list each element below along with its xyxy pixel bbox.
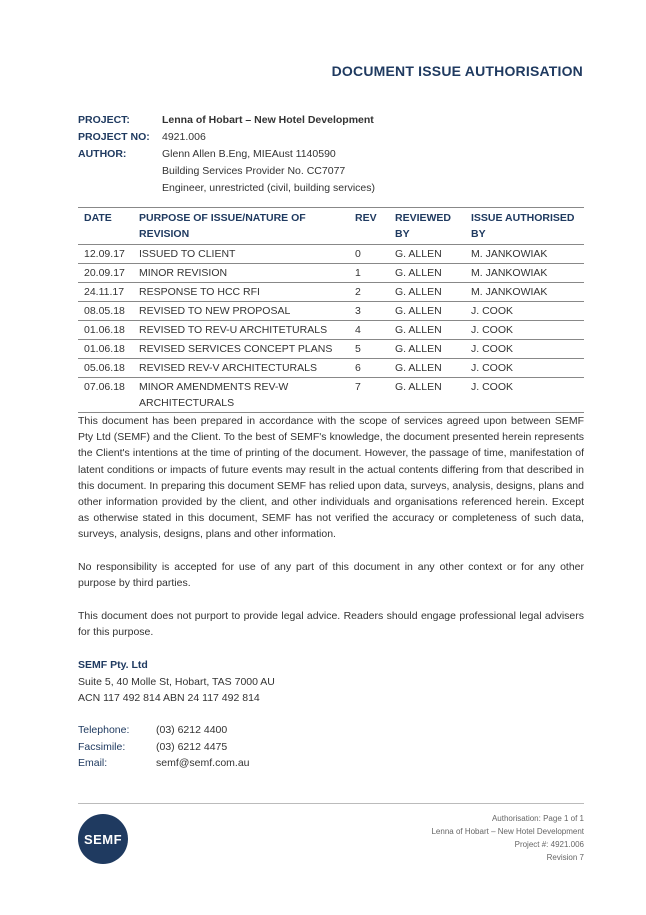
author-line: Engineer, unrestricted (civil, building services) bbox=[162, 182, 376, 194]
table-row bbox=[78, 340, 584, 359]
footer-revision: Revision 7 bbox=[546, 853, 584, 862]
cell-rev: 1 bbox=[349, 264, 389, 283]
footer-project-no: Project #: 4921.006 bbox=[514, 840, 584, 849]
email-row bbox=[78, 755, 250, 772]
cell-date: 01.06.18 bbox=[78, 321, 133, 340]
cell-authorised: J. COOK bbox=[465, 302, 584, 321]
cell-reviewed: G. ALLEN bbox=[389, 378, 465, 413]
author-row bbox=[78, 146, 375, 197]
cell-authorised: J. COOK bbox=[465, 378, 584, 413]
header-purpose: PURPOSE OF ISSUE/NATURE OF REVISION bbox=[133, 208, 349, 245]
cell-purpose: REVISED TO NEW PROPOSAL bbox=[133, 302, 349, 321]
cell-reviewed: G. ALLEN bbox=[389, 245, 465, 264]
cell-purpose: RESPONSE TO HCC RFI bbox=[133, 283, 349, 302]
cell-rev: 3 bbox=[349, 302, 389, 321]
cell-reviewed: G. ALLEN bbox=[389, 264, 465, 283]
cell-date: 08.05.18 bbox=[78, 302, 133, 321]
table-row bbox=[78, 245, 584, 264]
footer-page: Authorisation: Page 1 of 1 bbox=[491, 814, 584, 823]
facsimile-row bbox=[78, 739, 250, 756]
author-label: AUTHOR: bbox=[78, 148, 127, 160]
author-line: Building Services Provider No. CC7077 bbox=[162, 165, 346, 177]
email-link[interactable]: semf@semf.com.au bbox=[156, 757, 250, 769]
company-acn-abn: ACN 117 492 814 ABN 24 117 492 814 bbox=[78, 692, 260, 704]
cell-date: 20.09.17 bbox=[78, 264, 133, 283]
cell-purpose: REVISED TO REV-U ARCHITETURALS bbox=[133, 321, 349, 340]
cell-date: 07.06.18 bbox=[78, 378, 133, 413]
cell-reviewed: G. ALLEN bbox=[389, 321, 465, 340]
project-info bbox=[78, 112, 375, 197]
cell-rev: 4 bbox=[349, 321, 389, 340]
cell-reviewed: G. ALLEN bbox=[389, 283, 465, 302]
logo-text: SEMF bbox=[83, 831, 123, 847]
cell-date: 01.06.18 bbox=[78, 340, 133, 359]
disclaimer-paragraph: This document has been prepared in accordance with the scope of services agreed upon between SEMF Pty Ltd (SEMF) and the Client. To the best of SEMF's knowledge, the document presented herein represents the Client's intentions at the time of printing of the document. However, the passage of time, manifestation of latent conditions or impacts of future events may result in the actual contents differing from that described in this document. In preparing this document SEMF has relied upon data, surveys, analysis, designs, plans and other information provided by the client, and other individuals and organisations referenced herein. Except as otherwise stated in this document, SEMF has not verified the accuracy or completeness of such data, surveys, analysis, designs, plans and other information. bbox=[78, 415, 584, 541]
cell-rev: 5 bbox=[349, 340, 389, 359]
cell-rev: 7 bbox=[349, 378, 389, 413]
project-label: PROJECT: bbox=[78, 114, 130, 126]
table-row bbox=[78, 302, 584, 321]
cell-purpose: REVISED REV-V ARCHITECTURALS bbox=[133, 359, 349, 378]
table-header-row bbox=[78, 208, 584, 245]
table-row bbox=[78, 359, 584, 378]
cell-reviewed: G. ALLEN bbox=[389, 359, 465, 378]
project-no: 4921.006 bbox=[162, 131, 206, 143]
cell-purpose: MINOR AMENDMENTS REV-W ARCHITECTURALS bbox=[133, 378, 349, 413]
cell-reviewed: G. ALLEN bbox=[389, 340, 465, 359]
semf-logo-icon bbox=[78, 814, 128, 864]
header-authorised: ISSUE AUTHORISED BY bbox=[465, 208, 584, 245]
facsimile-label: Facsimile: bbox=[78, 740, 126, 753]
project-no-row bbox=[78, 129, 375, 146]
telephone-row bbox=[78, 722, 250, 739]
cell-purpose: MINOR REVISION bbox=[133, 264, 349, 283]
footer-divider bbox=[78, 803, 584, 804]
company-name: SEMF Pty. Ltd bbox=[78, 659, 148, 671]
cell-authorised: J. COOK bbox=[465, 321, 584, 340]
telephone-label: Telephone: bbox=[78, 724, 130, 736]
cell-rev: 2 bbox=[349, 283, 389, 302]
project-no-label: PROJECT NO: bbox=[78, 131, 150, 143]
facsimile-value: (03) 6212 4475 bbox=[156, 740, 228, 753]
author-line: Glenn Allen B.Eng, MIEAust 1140590 bbox=[162, 148, 336, 160]
telephone-value: (03) 6212 4400 bbox=[156, 724, 228, 736]
legal-paragraph: This document does not purport to provide legal advice. Readers should engage professional legal advisers for this purpose. bbox=[78, 610, 584, 639]
company-block bbox=[78, 657, 275, 707]
cell-date: 24.11.17 bbox=[78, 283, 133, 302]
page-footer bbox=[431, 812, 584, 864]
revision-table bbox=[78, 207, 584, 413]
cell-rev: 0 bbox=[349, 245, 389, 264]
document-title: DOCUMENT ISSUE AUTHORISATION bbox=[331, 63, 583, 79]
table-row bbox=[78, 321, 584, 340]
cell-rev: 6 bbox=[349, 359, 389, 378]
cell-reviewed: G. ALLEN bbox=[389, 302, 465, 321]
cell-authorised: M. JANKOWIAK bbox=[465, 283, 584, 302]
cell-date: 05.06.18 bbox=[78, 359, 133, 378]
table-row bbox=[78, 283, 584, 302]
project-name: Lenna of Hobart – New Hotel Development bbox=[162, 114, 374, 126]
cell-authorised: M. JANKOWIAK bbox=[465, 264, 584, 283]
project-row bbox=[78, 112, 375, 129]
cell-authorised: M. JANKOWIAK bbox=[465, 245, 584, 264]
header-date: DATE bbox=[78, 208, 133, 245]
cell-date: 12.09.17 bbox=[78, 245, 133, 264]
table-row bbox=[78, 264, 584, 283]
header-reviewed: REVIEWED BY bbox=[389, 208, 465, 245]
cell-authorised: J. COOK bbox=[465, 340, 584, 359]
cell-purpose: ISSUED TO CLIENT bbox=[133, 245, 349, 264]
responsibility-paragraph: No responsibility is accepted for use of any part of this document in any other context or for any other purpose by third parties. bbox=[78, 561, 584, 590]
contact-block bbox=[78, 722, 250, 772]
company-address: Suite 5, 40 Molle St, Hobart, TAS 7000 AU bbox=[78, 675, 275, 688]
cell-authorised: J. COOK bbox=[465, 359, 584, 378]
footer-project: Lenna of Hobart – New Hotel Development bbox=[431, 827, 584, 836]
header-rev: REV bbox=[349, 208, 389, 245]
cell-purpose: REVISED SERVICES CONCEPT PLANS bbox=[133, 340, 349, 359]
email-label: Email: bbox=[78, 757, 108, 769]
table-row bbox=[78, 378, 584, 413]
